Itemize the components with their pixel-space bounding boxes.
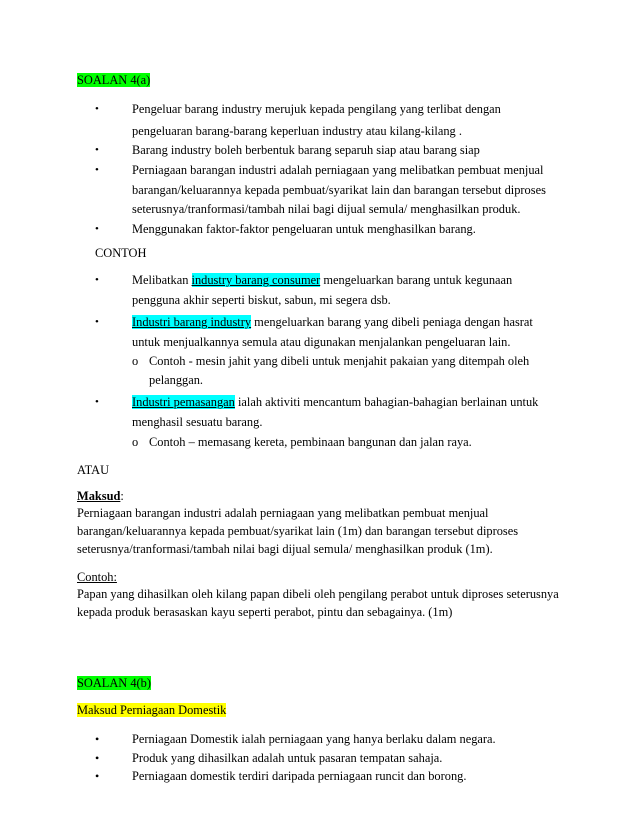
contoh-2-line-1: Papan yang dihasilkan oleh kilang papan dibeli oleh pengilang perabot untuk diproses seterusnya bbox=[77, 587, 559, 601]
example-1-post: mengeluarkan barang untuk kegunaan bbox=[320, 273, 513, 287]
example-3-line-2: menghasil sesuatu barang. bbox=[132, 415, 263, 429]
example-1-line-1 bbox=[132, 272, 512, 289]
section-a-heading-text: SOALAN 4(a) bbox=[77, 73, 151, 87]
example-3-highlight: Industri pemasangan bbox=[132, 395, 235, 409]
bullet-marker: • bbox=[95, 144, 99, 156]
section-b-bullet-1: Perniagaan Domestik ialah perniagaan yang hanya berlaku dalam negara. bbox=[132, 732, 496, 746]
example-2-sub-line-1: Contoh - mesin jahit yang dibeli untuk menjahit pakaian yang ditempah oleh bbox=[149, 354, 530, 368]
example-2-line-2: untuk menjualkannya semula atau digunakan menjalankan pengeluaran lain. bbox=[132, 335, 511, 349]
bullet-marker: • bbox=[95, 316, 99, 328]
bullet-marker: • bbox=[95, 396, 99, 408]
sub-bullet-marker: o bbox=[132, 435, 139, 449]
maksud-line-1: Perniagaan barangan industri adalah perniagaan yang melibatkan pembuat menjual bbox=[77, 506, 489, 520]
bullet-marker: • bbox=[95, 769, 100, 783]
bullet-3-line-1: Perniagaan barangan industri adalah perniagaan yang melibatkan pembuat menjual bbox=[132, 163, 544, 177]
maksud-line-2: barangan/keluarannya kepada pembuat/syarikat lain (1m) dan barangan tersebut diproses bbox=[77, 524, 519, 538]
bullet-marker: • bbox=[95, 732, 100, 746]
bullet-2-line-1: Barang industry boleh berbentuk barang separuh siap atau barang siap bbox=[132, 143, 480, 157]
example-2-sub-line-2: pelanggan. bbox=[149, 373, 204, 387]
section-b-bullet-2: Produk yang dihasilkan adalah untuk pasaran tempatan sahaja. bbox=[132, 751, 443, 765]
contoh-2-line-2: kepada produk berasaskan kayu seperti perabot, pintu dan sebagainya. (1m) bbox=[77, 605, 453, 619]
contoh-label: CONTOH bbox=[95, 246, 147, 260]
bullet-3-line-2: barangan/keluarannya kepada pembuat/syarikat lain dan barangan tersebut diproses bbox=[132, 183, 546, 197]
bullet-4-line-1: Menggunakan faktor-faktor pengeluaran untuk menghasilkan barang. bbox=[132, 222, 476, 236]
bullet-marker: • bbox=[95, 164, 99, 176]
bullet-1-line-2: pengeluaran barang-barang keperluan industry atau kilang-kilang . bbox=[132, 124, 462, 138]
section-b-subheading-text: Maksud Perniagaan Domestik bbox=[77, 703, 227, 717]
example-2-post: mengeluarkan barang yang dibeli peniaga dengan hasrat bbox=[251, 315, 533, 329]
maksud-label: Maksud bbox=[77, 489, 121, 503]
section-b-heading-text: SOALAN 4(b) bbox=[77, 676, 151, 690]
example-1-highlight: industry barang consumer bbox=[191, 273, 321, 287]
bullet-1-line-1: Pengeluar barang industry merujuk kepada pengilang yang terlibat dengan bbox=[132, 102, 501, 116]
example-3-line-1 bbox=[132, 394, 538, 411]
example-2-highlight: Industri barang industry bbox=[132, 315, 252, 329]
bullet-marker: • bbox=[95, 103, 99, 115]
maksud-line-3: seterusnya/tranformasi/tambah nilai bagi dijual semula/ menghasilkan produk (1m). bbox=[77, 542, 493, 556]
example-2-line-1 bbox=[132, 314, 533, 331]
example-1-line-2: pengguna akhir seperti biskut, sabun, mi segera dsb. bbox=[132, 293, 391, 307]
sub-bullet-marker: o bbox=[132, 354, 139, 368]
bullet-marker: • bbox=[95, 751, 100, 765]
bullet-3-line-3: seterusnya/tranformasi/tambah nilai bagi dijual semula/ menghasilkan produk. bbox=[132, 202, 521, 216]
maksud-colon: : bbox=[120, 489, 124, 503]
example-1-pre: Melibatkan bbox=[132, 273, 192, 287]
contoh-2-heading bbox=[77, 569, 117, 586]
section-b-heading bbox=[77, 675, 151, 692]
bullet-marker: • bbox=[95, 223, 99, 235]
section-b-subheading bbox=[77, 702, 226, 719]
section-a-heading bbox=[77, 72, 150, 89]
example-3-post: ialah aktiviti mencantum bahagian-bahagian berlainan untuk bbox=[234, 395, 539, 409]
maksud-heading bbox=[77, 488, 124, 505]
atau-label: ATAU bbox=[77, 463, 110, 477]
bullet-marker: • bbox=[95, 274, 99, 286]
example-3-sub-line-1: Contoh – memasang kereta, pembinaan bangunan dan jalan raya. bbox=[149, 435, 472, 449]
contoh-2-label: Contoh: bbox=[77, 570, 117, 584]
section-b-bullet-3: Perniagaan domestik terdiri daripada perniagaan runcit dan borong. bbox=[132, 769, 467, 783]
